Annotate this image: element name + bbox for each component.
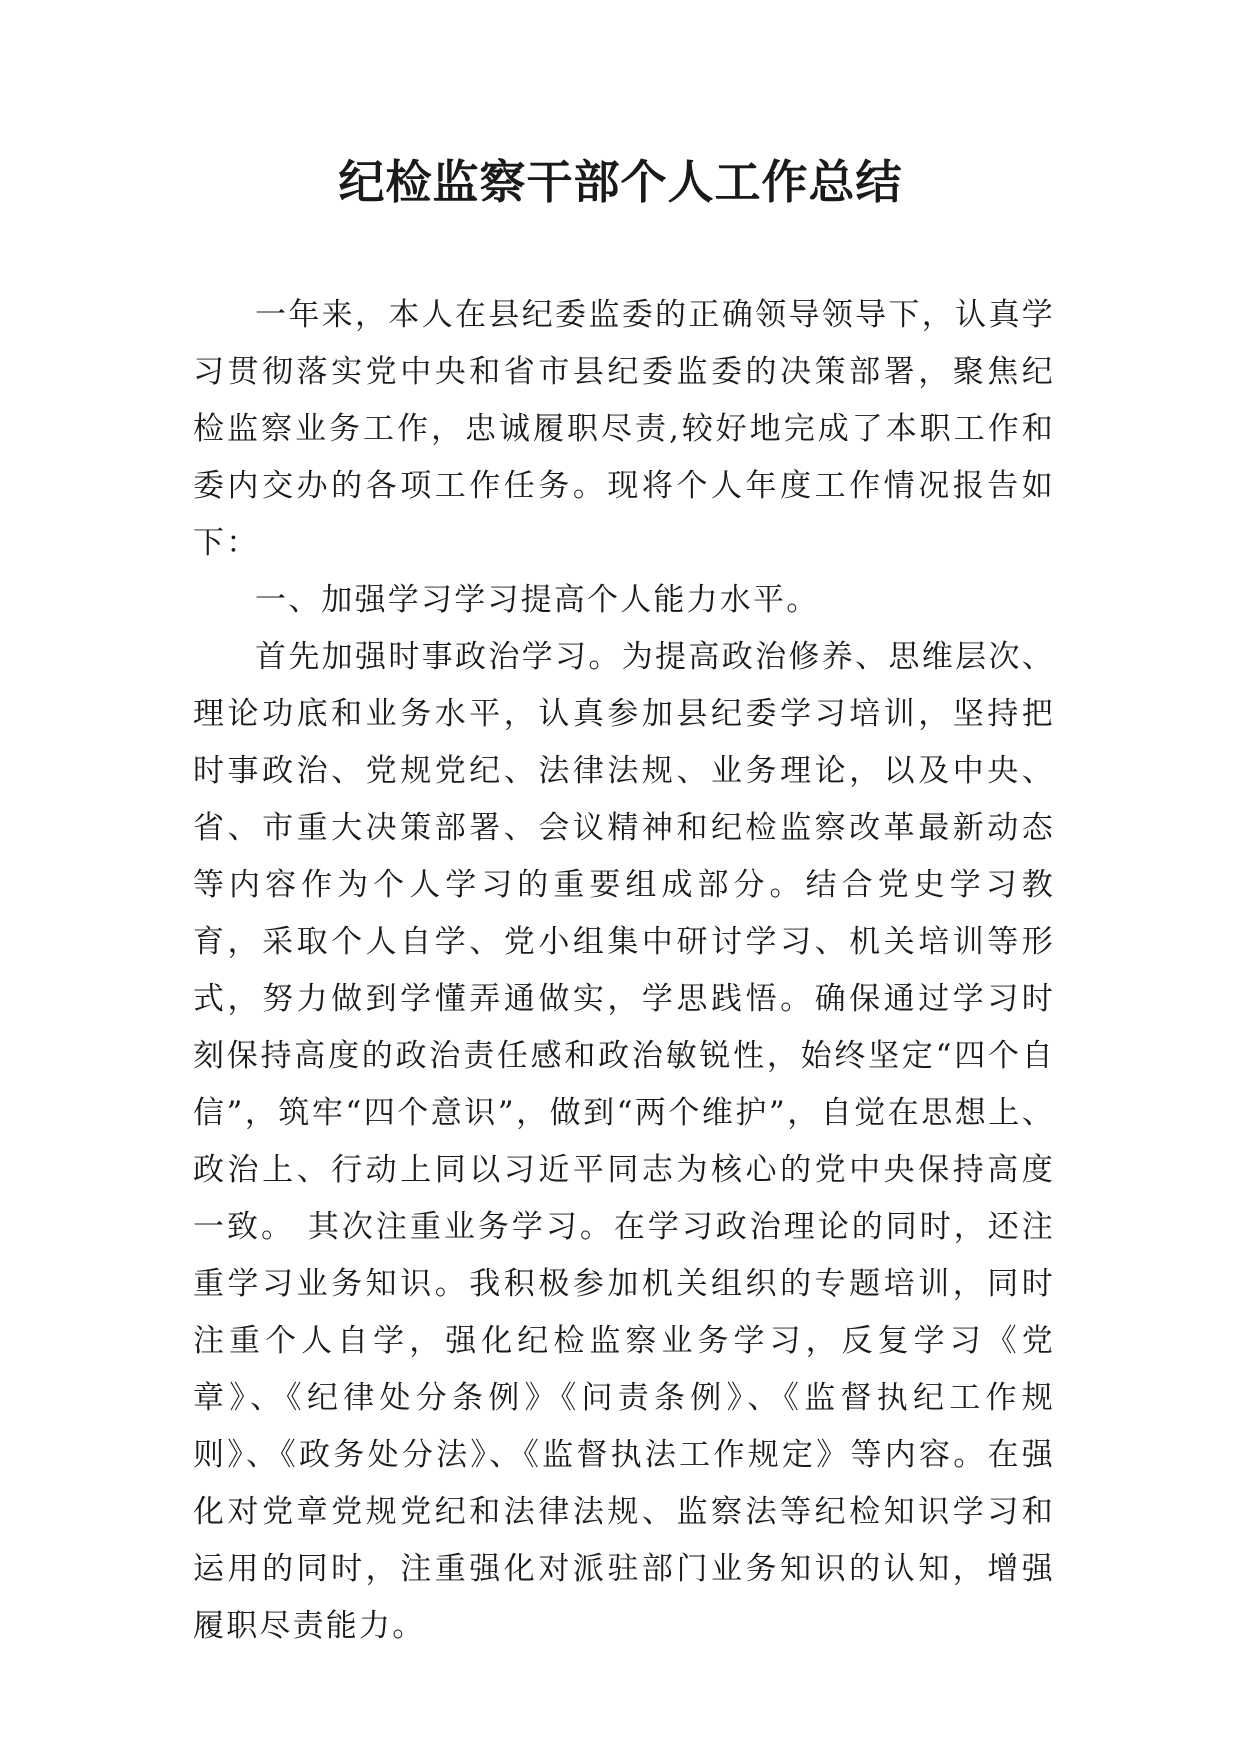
section-heading-1: 一、加强学习学习提高个人能力水平。 [255, 582, 820, 618]
document-body [193, 287, 1055, 1655]
paragraph-study: 首先加强时事政治学习。为提高政治修养、思维层次、理论功底和业务水平，认真参加县纪委学习培训，坚持把时事政治、党规党纪、法律法规、业务理论，以及中央、省、市重大决策部署、会议精神和纪检监察改革最新动态等内容作为个人学习的重要组成部分。结合党史学习教育，采取个人自学、党小组集中研讨学习、机关培训等形式，努力做到学懂弄通做实，学思践悟。确保通过学习时刻保持高度的政治责任感和政治敏锐性，始终坚定“四个自信”，筑牢“四个意识”，做到“两个维护”，自觉在思想上、政治上、行动上同以习近平同志为核心的党中央保持高度一致。 其次注重业务学习。在学习政治理论的同时，还注重学习业务知识。我积极参加机关组织的专题培训，同时注重个人自学，强化纪检监察业务学习，反复学习《党章》、《纪律处分条例》《问责条例》、《监督执纪工作规则》、《政务处分法》、《监督执法工作规定》等内容。在强化对党章党规党纪和法律法规、监察法等纪检知识学习和运用的同时，注重强化对派驻部门业务知识的认知，增强履职尽责能力。 [193, 639, 1055, 1644]
document-title: 纪检监察干部个人工作总结 [338, 155, 903, 209]
paragraph-intro: 一年来，本人在县纪委监委的正确领导领导下，认真学习贯彻落实党中央和省市县纪委监委的决策部署，聚焦纪检监察业务工作，忠诚履职尽责,较好地完成了本职工作和委内交办的各项工作任务。现将个人年度工作情况报告如下： [193, 297, 1055, 561]
